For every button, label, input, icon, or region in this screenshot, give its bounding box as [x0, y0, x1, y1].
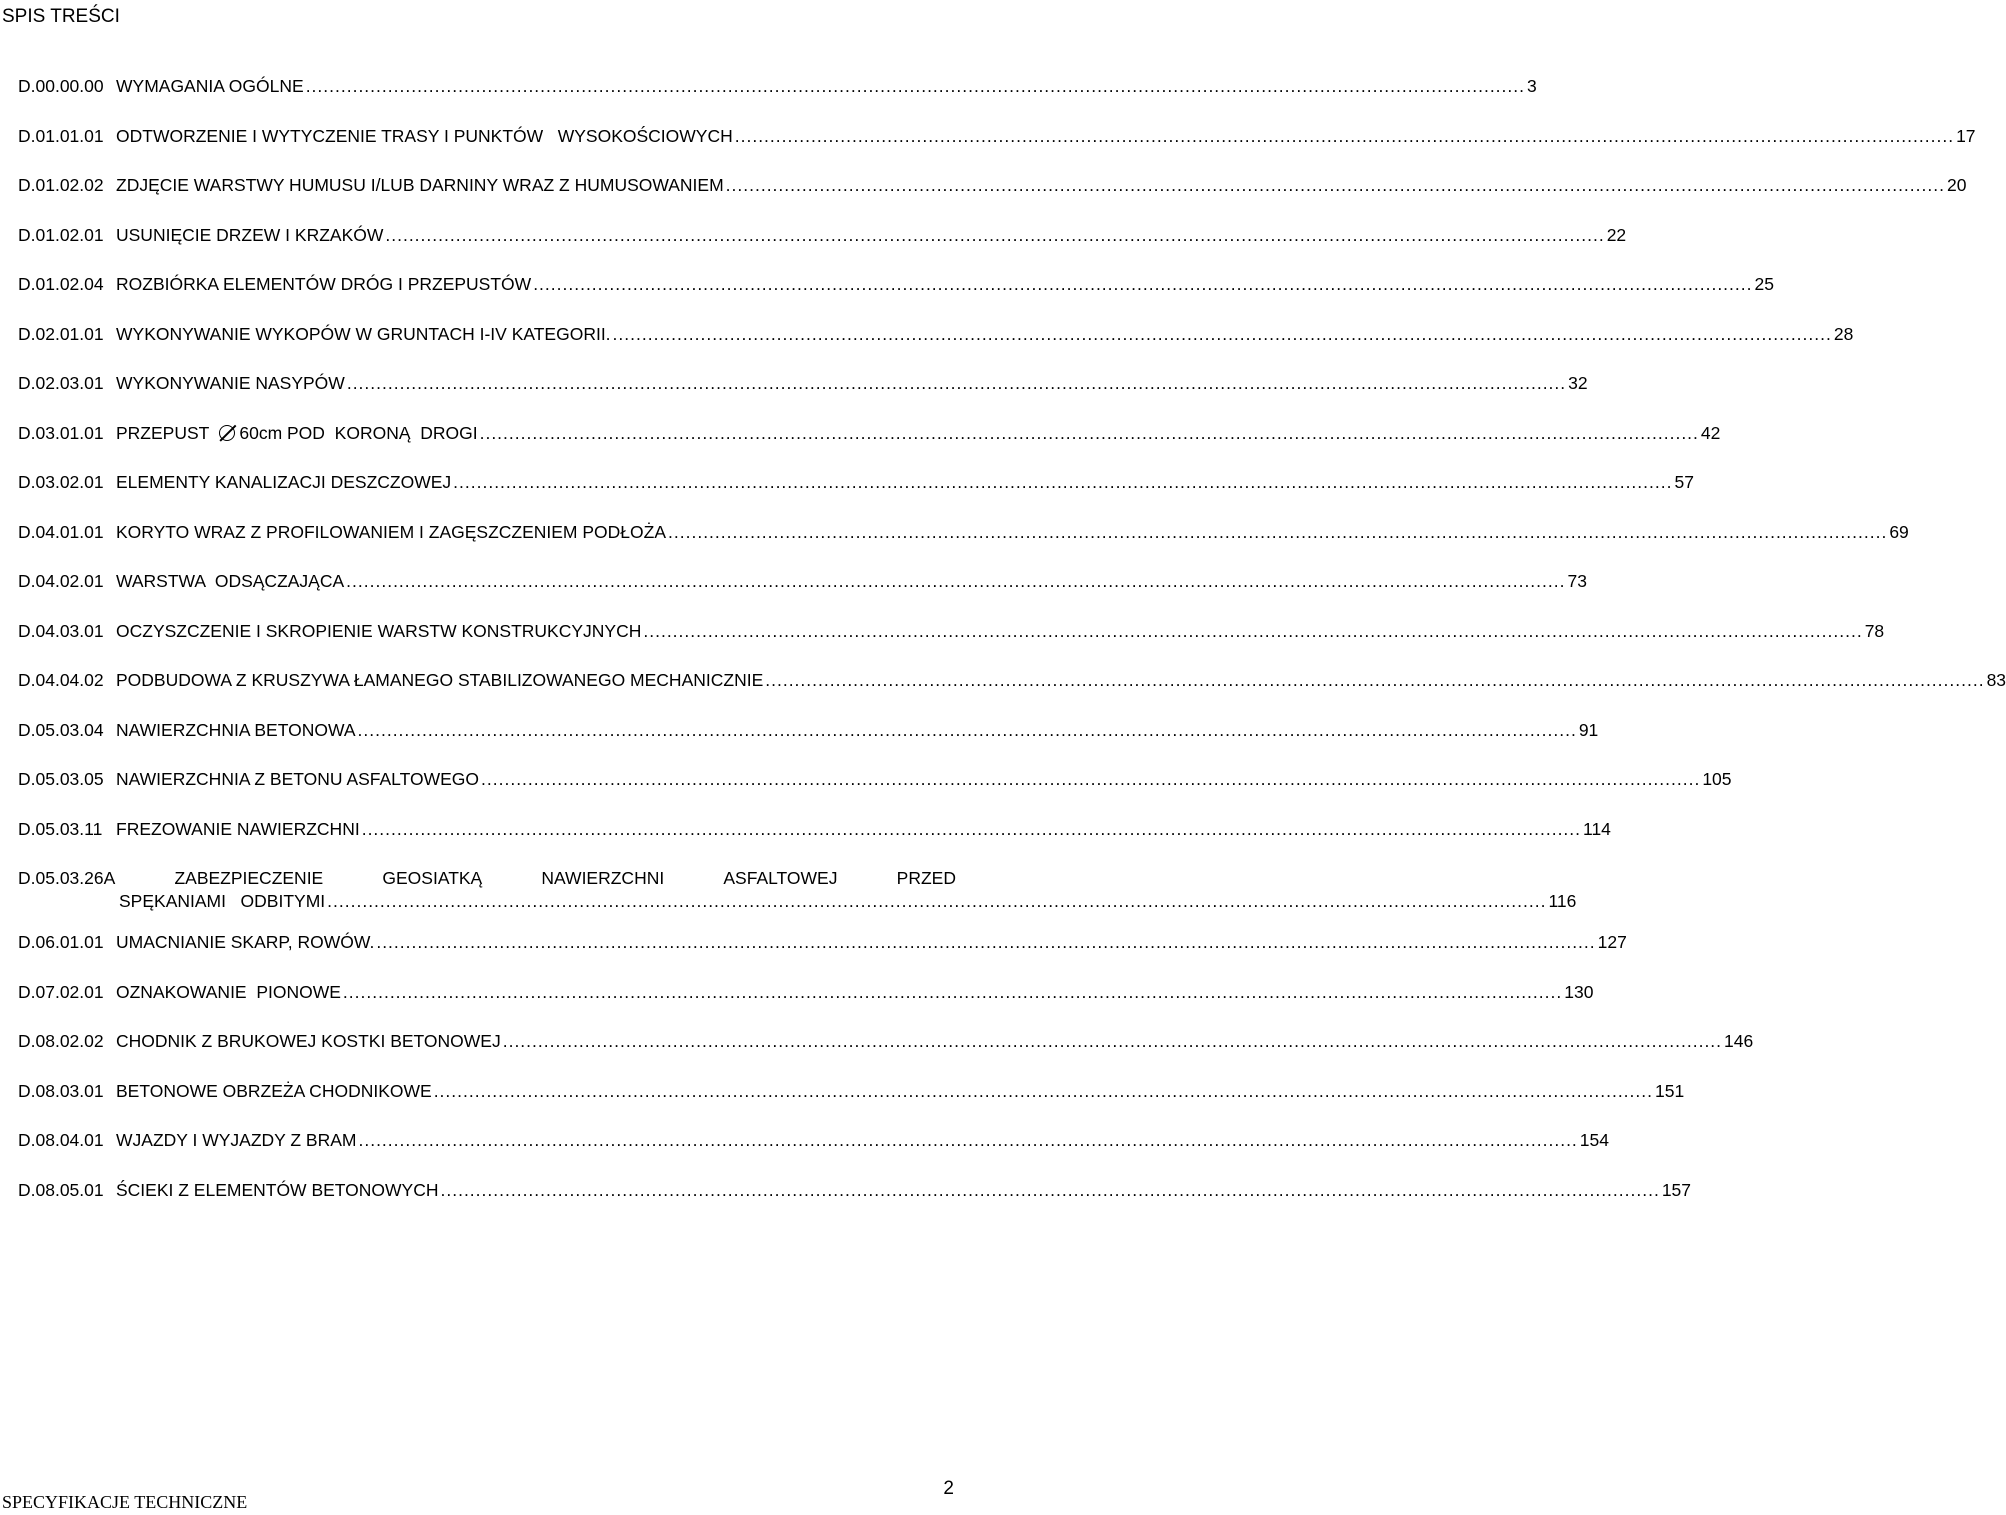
dot-leader: [358, 1130, 1577, 1151]
toc-page: 69: [1889, 521, 1909, 542]
toc-page: 130: [1564, 981, 1594, 1002]
toc-entry[interactable]: [18, 1080, 1685, 1131]
toc-page: 78: [1864, 620, 1885, 641]
toc-code: D.00.00.00: [18, 76, 104, 96]
toc-code: D.01.02.04: [18, 274, 104, 294]
toc-entry-line1: [18, 868, 956, 889]
toc-entry[interactable]: [18, 769, 1732, 819]
toc-code: D.08.03.01: [18, 1080, 104, 1101]
toc-label-word: ZABEZPIECZENIE: [174, 868, 324, 888]
toc-page: 146: [1724, 1031, 1754, 1051]
dot-leader: [343, 982, 1562, 1003]
dot-leader: [362, 819, 1581, 840]
toc-code: D.07.02.01: [18, 981, 104, 1002]
toc-code: D.06.01.01: [18, 932, 104, 952]
toc-page: 73: [1567, 571, 1587, 591]
toc-entry[interactable]: [18, 422, 1721, 473]
dot-leader: [668, 522, 1887, 543]
toc-code: D.01.02.02: [18, 175, 104, 195]
toc-label: WYMAGANIA OGÓLNE: [116, 76, 304, 96]
toc-label: USUNIĘCIE DRZEW I KRZAKÓW: [116, 224, 384, 245]
toc-page: 22: [1606, 224, 1627, 245]
toc-page: 57: [1674, 472, 1694, 492]
toc-page: 42: [1700, 422, 1721, 443]
toc-page: 151: [1655, 1080, 1685, 1101]
dot-leader: [643, 621, 1862, 642]
toc-page: 157: [1661, 1179, 1692, 1200]
toc-label: SPĘKANIAMI ODBITYMI: [119, 891, 326, 911]
toc-page: 154: [1579, 1130, 1609, 1150]
dot-leader: [327, 891, 1546, 912]
toc-page: 25: [1754, 274, 1774, 294]
toc-code: D.02.01.01: [18, 323, 104, 344]
toc-label-prefix: PRZEPUST: [116, 422, 210, 443]
toc-label: OCZYSZCZENIE I SKROPIENIE WARSTW KONSTRUKCYJNYCH: [116, 620, 642, 641]
toc-entry[interactable]: [18, 670, 2006, 720]
toc-label-word: PRZED: [896, 868, 956, 888]
toc-label: ZDJĘCIE WARSTWY HUMUSU I/LUB DARNINY WRAZ Z HUMUSOWANIEM: [116, 175, 724, 195]
toc-entry[interactable]: [18, 76, 1537, 126]
dot-leader: [613, 324, 1832, 345]
toc-entry[interactable]: [18, 868, 1577, 932]
toc-label: PODBUDOWA Z KRUSZYWA ŁAMANEGO STABILIZOWANEGO MECHANICZNIE: [116, 670, 764, 690]
toc-label: FREZOWANIE NAWIERZCHNI: [116, 818, 360, 839]
toc-code: D.05.03.26A: [18, 868, 116, 888]
toc-code: D.05.03.05: [18, 769, 104, 789]
toc-code: D.04.02.01: [18, 571, 104, 591]
toc-page: 114: [1583, 818, 1611, 839]
dot-leader: [434, 1081, 1653, 1102]
footer-document-name: SPECYFIKACJE TECHNICZNE: [2, 1492, 248, 1512]
toc-entry[interactable]: [18, 981, 1594, 1032]
toc-entry[interactable]: [18, 719, 1599, 770]
toc-entry[interactable]: [18, 932, 1627, 982]
toc-entry[interactable]: [18, 373, 1588, 423]
toc-entry[interactable]: [18, 224, 1627, 275]
toc-label: ODTWORZENIE I WYTYCZENIE TRASY I PUNKTÓW WYSOKOŚCIOWYCH: [116, 125, 733, 146]
toc-label-word: ASFALTOWEJ: [723, 868, 838, 888]
dot-leader: [358, 720, 1577, 741]
toc-code: D.05.03.11: [18, 818, 103, 839]
toc-entry[interactable]: [18, 1031, 1754, 1081]
toc-label: ELEMENTY KANALIZACJI DESZCZOWEJ: [116, 472, 452, 492]
toc-page: 3: [1527, 76, 1537, 96]
toc-entry[interactable]: [18, 175, 1967, 225]
toc-entry[interactable]: [18, 125, 1976, 176]
toc-label-word: GEOSIATKĄ: [382, 868, 483, 888]
toc-label: NAWIERZCHNIA BETONOWA: [116, 719, 356, 740]
dot-leader: [376, 932, 1595, 953]
dot-leader: [735, 126, 1954, 147]
toc-label: WARSTWA ODSĄCZAJĄCA: [116, 571, 345, 591]
dot-leader: [481, 769, 1700, 790]
toc-code: D.01.02.01: [18, 224, 104, 245]
diameter-icon: [219, 425, 235, 441]
toc-label: OZNAKOWANIE PIONOWE: [116, 981, 341, 1002]
toc-label: BETONOWE OBRZEŻA CHODNIKOWE: [116, 1080, 432, 1101]
dot-leader: [441, 1180, 1660, 1201]
page-title: SPIS TREŚCI: [2, 6, 120, 27]
toc-label: [116, 423, 478, 444]
toc-entry[interactable]: [18, 818, 1611, 869]
toc-code: D.04.03.01: [18, 620, 104, 641]
dot-leader: [346, 571, 1565, 592]
dot-leader: [347, 373, 1566, 394]
toc-page: 83: [1986, 670, 2006, 690]
toc-label-rest: 60cm POD KORONĄ DROGI: [239, 422, 478, 443]
toc-code: D.04.04.02: [18, 670, 104, 690]
toc-page: 116: [1548, 891, 1577, 911]
toc-label-word: NAWIERZCHNI: [541, 868, 665, 888]
toc-entry[interactable]: [18, 1130, 1609, 1180]
table-of-contents: [18, 76, 2006, 1229]
toc-label: ŚCIEKI Z ELEMENTÓW BETONOWYCH: [116, 1179, 439, 1200]
dot-leader: [453, 472, 1672, 493]
toc-label: WYKONYWANIE NASYPÓW: [116, 373, 345, 393]
toc-page: 127: [1597, 932, 1627, 952]
dot-leader: [385, 225, 1604, 246]
toc-label: ROZBIÓRKA ELEMENTÓW DRÓG I PRZEPUSTÓW: [116, 274, 532, 294]
toc-code: D.03.02.01: [18, 472, 104, 492]
toc-label: KORYTO WRAZ Z PROFILOWANIEM I ZAGĘSZCZENIEM PODŁOŻA: [116, 521, 667, 542]
toc-entry-line2: [18, 891, 1577, 912]
dot-leader: [306, 76, 1525, 97]
toc-label: NAWIERZCHNIA Z BETONU ASFALTOWEGO: [116, 769, 480, 789]
toc-code: D.04.01.01: [18, 521, 104, 542]
dot-leader: [503, 1031, 1722, 1052]
toc-entry[interactable]: [18, 1179, 1692, 1230]
toc-label: CHODNIK Z BRUKOWEJ KOSTKI BETONOWEJ: [116, 1031, 501, 1051]
toc-page: 20: [1946, 175, 1967, 195]
toc-page: 17: [1956, 125, 1976, 146]
toc-entry[interactable]: [18, 472, 1694, 522]
toc-entry[interactable]: [18, 521, 1909, 572]
dot-leader: [533, 274, 1752, 295]
toc-entry[interactable]: [18, 571, 1587, 621]
dot-leader: [480, 423, 1699, 444]
toc-label: WYKONYWANIE WYKOPÓW W GRUNTACH I-IV KATEGORII.: [116, 323, 611, 344]
toc-code: D.08.04.01: [18, 1130, 104, 1150]
toc-entry[interactable]: [18, 323, 1854, 374]
toc-code: D.08.02.02: [18, 1031, 104, 1051]
toc-code: D.08.05.01: [18, 1179, 104, 1200]
toc-code: D.01.01.01: [18, 125, 104, 146]
toc-page: 28: [1833, 323, 1854, 344]
dot-leader: [765, 670, 1984, 691]
toc-code: D.02.03.01: [18, 373, 104, 393]
toc-page: 32: [1568, 373, 1588, 393]
toc-entry[interactable]: [18, 620, 1885, 671]
toc-page: 91: [1578, 719, 1599, 740]
toc-label: WJAZDY I WYJAZDY Z BRAM: [116, 1130, 357, 1150]
toc-entry[interactable]: [18, 274, 1774, 324]
toc-code: D.05.03.04: [18, 719, 104, 740]
footer-page-number: 2: [943, 1478, 954, 1499]
toc-label: UMACNIANIE SKARP, ROWÓW.: [116, 932, 375, 952]
toc-page: 105: [1702, 769, 1732, 789]
dot-leader: [726, 175, 1945, 196]
toc-code: D.03.01.01: [18, 422, 104, 443]
